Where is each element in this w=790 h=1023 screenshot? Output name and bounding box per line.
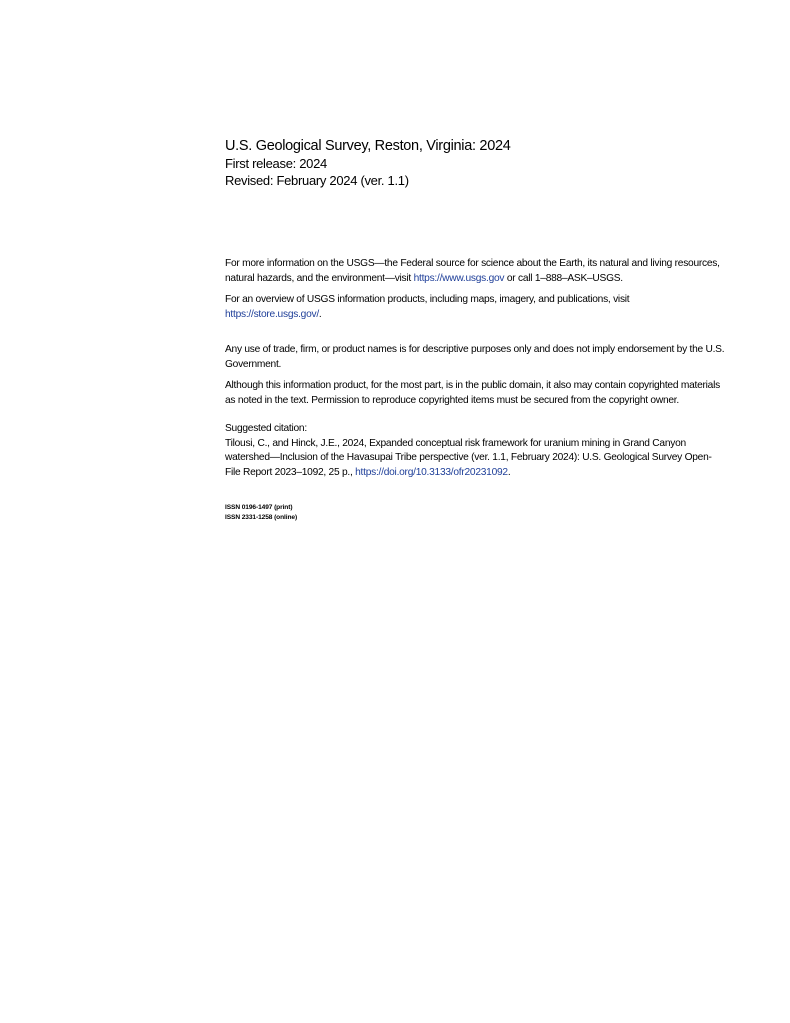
endorsement-disclaimer: Any use of trade, firm, or product names is for descriptive purposes only and does not imply endorsement by the U.S. Government. xyxy=(225,344,725,370)
issn-block xyxy=(225,503,297,523)
store-info-text: For an overview of USGS information products, including maps, imagery, and publications, visit xyxy=(225,294,630,305)
legal-block xyxy=(225,343,725,408)
citation-end: . xyxy=(507,466,511,478)
usgs-info-block xyxy=(225,257,725,322)
issn-print: ISSN 0196-1497 (print) xyxy=(225,504,293,511)
store-info-paragraph xyxy=(225,293,725,322)
citation-heading: Suggested citation: xyxy=(225,423,307,434)
usgs-phone-text: or call 1–888–ASK–USGS. xyxy=(504,272,623,284)
issn-online: ISSN 2331-1258 (online) xyxy=(225,514,298,521)
publication-header xyxy=(225,137,745,189)
citation-block xyxy=(225,422,725,480)
store-info-end: . xyxy=(318,308,322,320)
citation-paragraph xyxy=(225,437,725,481)
usgs-info-paragraph xyxy=(225,257,725,286)
usgs-store-link[interactable]: https://store.usgs.gov/ xyxy=(225,308,319,320)
first-release-line: First release: 2024 xyxy=(225,156,327,171)
usgs-info-text: For more information on the USGS—the Federal source for science about the Earth, its natural and living resources, natural hazards, and the environment—visit xyxy=(225,258,720,284)
citation-text: Tilousi, C., and Hinck, J.E., 2024, Expanded conceptual risk framework for uranium mining in Grand Canyon watershed—Inclusion of the Havasupai Tribe perspective (ver. 1.1, February 2024): U.S. Geological Survey Open-File Report 2023–1092, 25 p., xyxy=(225,437,712,478)
revised-line: Revised: February 2024 (ver. 1.1) xyxy=(225,173,409,188)
usgs-website-link[interactable]: https://www.usgs.gov xyxy=(413,272,505,284)
copyright-notice: Although this information product, for the most part, is in the public domain, it also may contain copyrighted materials as noted in the text. Permission to reproduce copyrighted items must be secured from the copyright owner. xyxy=(225,380,720,406)
publisher-line: U.S. Geological Survey, Reston, Virginia: 2024 xyxy=(225,138,511,154)
doi-link[interactable]: https://doi.org/10.3133/ofr20231092 xyxy=(355,466,508,478)
